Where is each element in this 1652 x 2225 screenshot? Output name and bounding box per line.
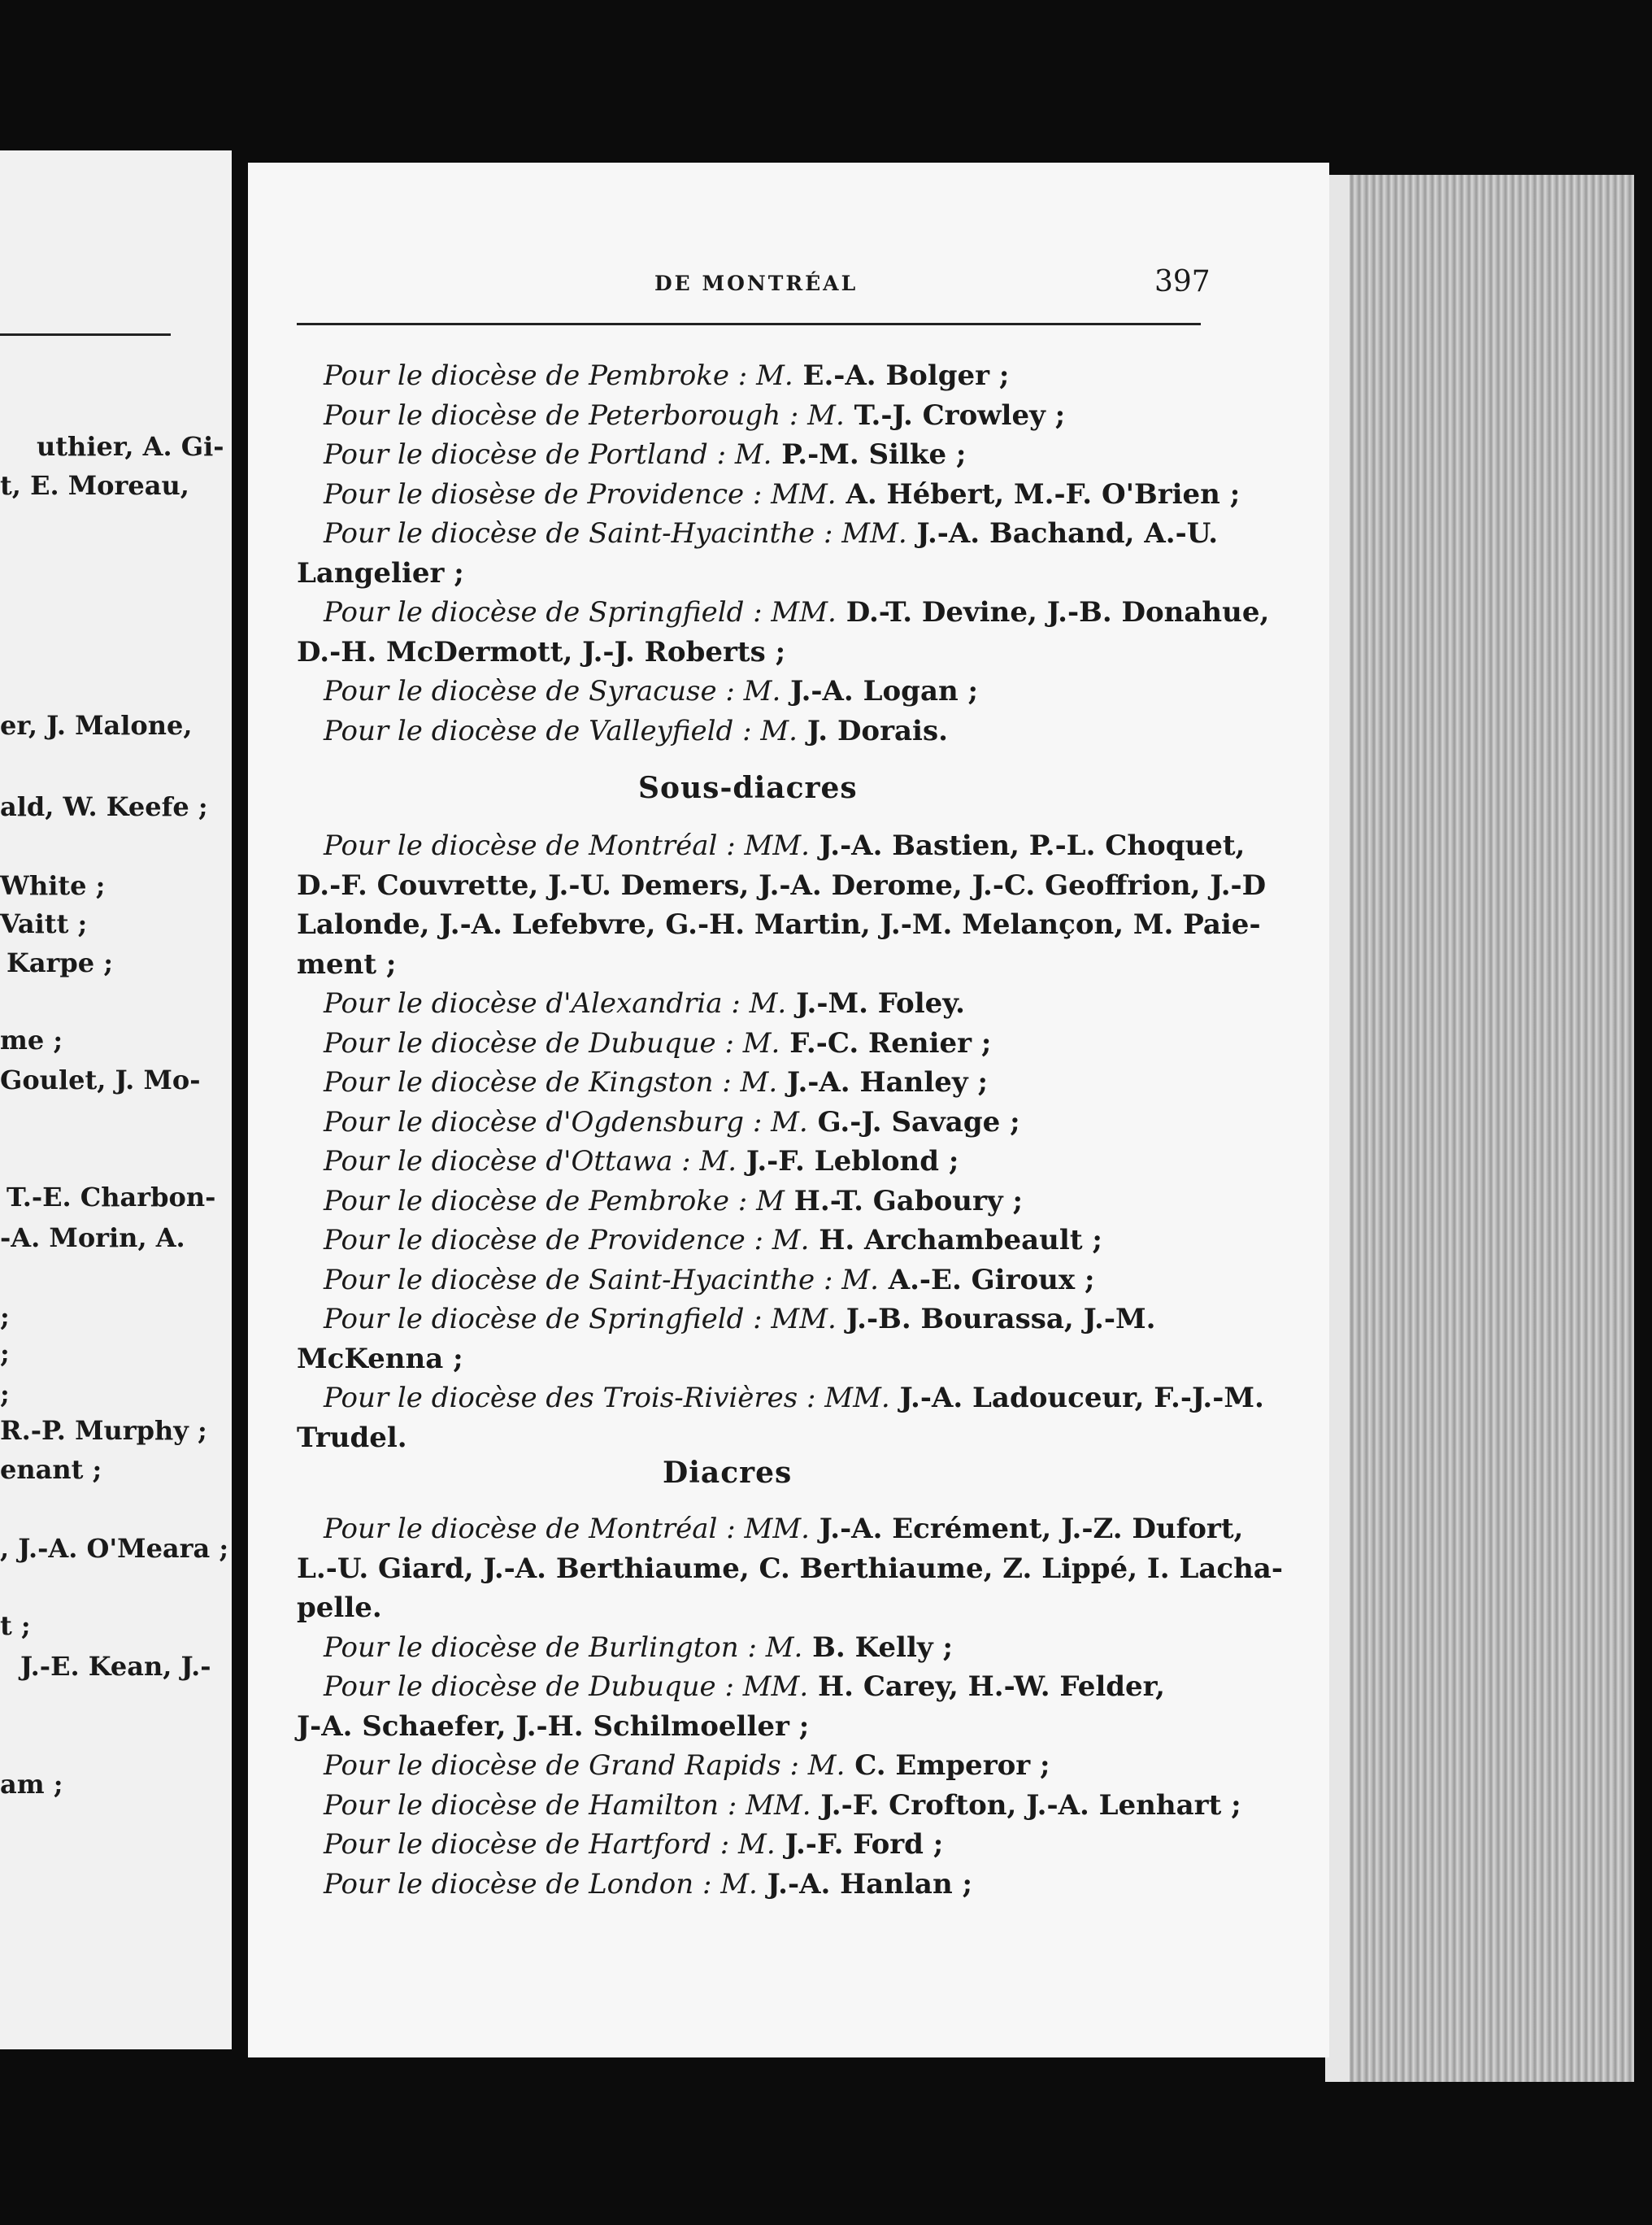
text-line bbox=[324, 1026, 992, 1060]
left-fragment: J.-E. Kean, J.- bbox=[20, 1651, 211, 1682]
diocese-label: Pour le diocèse de Peterborough : M. bbox=[324, 398, 845, 432]
left-page-rule bbox=[0, 333, 171, 336]
ordinand-names: H.-T. Gaboury ; bbox=[784, 1184, 1024, 1217]
text-line bbox=[324, 1263, 1095, 1296]
left-fragment: t ; bbox=[0, 1610, 31, 1641]
diocese-label: Pour le diocèse de Valleyfield : M. bbox=[324, 714, 798, 747]
diocese-label: Pour le diocèse de Springfield : MM. bbox=[324, 596, 837, 629]
ordinand-names: J-A. Schaefer, J.-H. Schilmoeller ; bbox=[297, 1709, 810, 1743]
ordinand-names: E.-A. Bolger ; bbox=[793, 359, 1010, 392]
left-fragment: enant ; bbox=[0, 1454, 102, 1485]
book-page-edges bbox=[1325, 175, 1634, 2082]
ordinand-names: J.-F. Crofton, J.-A. Lenhart ; bbox=[811, 1788, 1241, 1822]
ordinand-names: J.-A. Hanlan ; bbox=[757, 1867, 973, 1901]
diocese-label: Pour le diocèse de Saint-Hyacinthe : MM. bbox=[324, 517, 907, 550]
ordinand-names: B. Kelly ; bbox=[802, 1631, 954, 1664]
diocese-label: Pour le diocèse de London : M. bbox=[324, 1867, 758, 1901]
left-fragment: , J.-A. O'Meara ; bbox=[0, 1533, 229, 1564]
text-line bbox=[324, 596, 1270, 629]
ordinand-names: C. Emperor ; bbox=[845, 1749, 1050, 1782]
ordinand-names: H. Carey, H.-W. Felder, bbox=[808, 1670, 1165, 1703]
section-heading-sous-diacres: Sous-diacres bbox=[638, 771, 858, 805]
ordinand-names: T.-J. Crowley ; bbox=[844, 398, 1066, 432]
text-line bbox=[324, 987, 965, 1020]
text-line bbox=[324, 1515, 1243, 1543]
ordinand-names: F.-C. Renier ; bbox=[780, 1026, 992, 1060]
ordinand-names: L.-U. Giard, J.-A. Berthiaume, C. Berthiaume, Z. Lippé, I. Lacha- bbox=[297, 1552, 1283, 1585]
text-line bbox=[324, 438, 967, 471]
left-fragment: er, J. Malone, bbox=[0, 710, 193, 741]
text-line bbox=[324, 1226, 1102, 1254]
left-fragment: R.-P. Murphy ; bbox=[0, 1415, 207, 1446]
ordinand-names: J.-A. Bastien, P.-L. Choquet, bbox=[809, 829, 1246, 862]
ordinand-names: D.-F. Couvrette, J.-U. Demers, J.-A. Derome, J.-C. Geoffrion, J.-D bbox=[297, 869, 1267, 902]
main-page bbox=[248, 163, 1329, 2057]
left-fragment: Goulet, J. Mo- bbox=[0, 1065, 201, 1095]
ordinand-names: J.-A. Ecrément, J.-Z. Dufort, bbox=[809, 1513, 1244, 1545]
diocese-label: Pour le diocèse de Burlington : M. bbox=[324, 1631, 803, 1664]
ordinand-names: A. Hébert, M.-F. O'Brien ; bbox=[836, 477, 1241, 511]
left-fragment: Vaitt ; bbox=[0, 908, 88, 939]
diocese-label: Pour le diocèse de Springfield : MM. bbox=[324, 1303, 837, 1335]
text-line bbox=[324, 675, 979, 708]
text-line bbox=[297, 1421, 407, 1454]
diocese-label: Pour le diocèse de Syracuse : M. bbox=[324, 675, 781, 708]
left-fragment: uthier, A. Gi- bbox=[37, 431, 224, 462]
text-line bbox=[297, 908, 1261, 941]
diocese-label: Pour le diocèse d'Alexandria : M. bbox=[324, 987, 787, 1020]
ordinand-names: Langelier ; bbox=[297, 556, 464, 590]
ordinand-names: H. Archambeault ; bbox=[809, 1224, 1102, 1256]
ordinand-names: J.-A. Bachand, A.-U. bbox=[906, 517, 1219, 550]
text-line bbox=[324, 359, 1010, 392]
text-line bbox=[297, 556, 464, 590]
text-line bbox=[324, 1828, 944, 1861]
diocese-label: Pour le diocèse de Kingston : M. bbox=[324, 1066, 778, 1099]
ordinand-names: J.-F. Leblond ; bbox=[737, 1145, 959, 1178]
text-line bbox=[324, 1670, 1165, 1703]
left-fragment: ; bbox=[0, 1338, 10, 1369]
diocese-label: Pour le diocèse des Trois-Rivières : MM. bbox=[324, 1382, 890, 1414]
diocese-label: Pour le diosèse de Providence : MM. bbox=[324, 477, 837, 511]
diocese-label: Pour le diocèse de Hartford : M. bbox=[324, 1828, 776, 1861]
ordinand-names: G.-J. Savage ; bbox=[807, 1105, 1020, 1139]
ordinand-names: A.-E. Giroux ; bbox=[878, 1263, 1095, 1296]
ordinand-names: J.-A. Logan ; bbox=[780, 675, 979, 708]
diocese-label: Pour le diocèse de Montréal : MM. bbox=[324, 1513, 810, 1545]
ordinand-names: J.-M. Foley. bbox=[786, 987, 965, 1020]
text-line bbox=[324, 1145, 959, 1178]
ordinand-names: J.-F. Ford ; bbox=[775, 1828, 944, 1861]
ordinand-names: ment ; bbox=[297, 947, 397, 981]
header-rule bbox=[297, 323, 1201, 325]
text-line bbox=[324, 714, 948, 747]
text-line bbox=[324, 1384, 1264, 1412]
text-line bbox=[324, 517, 1219, 550]
diocese-label: Pour le diocèse de Grand Rapids : M. bbox=[324, 1749, 846, 1782]
text-line bbox=[297, 869, 1267, 902]
ordinand-names: J.-A. Ladouceur, F.-J.-M. bbox=[889, 1382, 1264, 1414]
diocese-label: Pour le diocèse de Montréal : MM. bbox=[324, 829, 810, 862]
diocese-label: Pour le diocèse de Saint-Hyacinthe : M. bbox=[324, 1263, 879, 1296]
text-line bbox=[324, 477, 1241, 511]
ordinand-names: McKenna ; bbox=[297, 1342, 463, 1375]
left-fragment: t, E. Moreau, bbox=[0, 470, 189, 501]
diocese-label: Pour le diocèse de Dubuque : MM. bbox=[324, 1670, 809, 1703]
left-fragment: me ; bbox=[0, 1025, 63, 1056]
text-line bbox=[297, 1552, 1283, 1585]
diocese-label: Pour le diocèse d'Ogdensburg : M. bbox=[324, 1105, 808, 1139]
page-number: 397 bbox=[1154, 265, 1211, 298]
ordinand-names: Trudel. bbox=[297, 1421, 407, 1454]
left-fragment: am ; bbox=[0, 1769, 63, 1800]
diocese-label: Pour le diocèse de Providence : M. bbox=[324, 1224, 810, 1256]
diocese-label: Pour le diocèse de Pembroke : M bbox=[324, 1184, 785, 1217]
ordinand-names: Lalonde, J.-A. Lefebvre, G.-H. Martin, J.-M. Melançon, M. Paie- bbox=[297, 908, 1261, 941]
ordinand-names: J. Dorais. bbox=[797, 714, 948, 747]
ordinand-names: J.-B. Bourassa, J.-M. bbox=[836, 1303, 1156, 1335]
text-line bbox=[324, 1305, 1155, 1333]
ordinand-names: pelle. bbox=[297, 1591, 382, 1624]
left-fragment: ; bbox=[0, 1378, 10, 1409]
text-line bbox=[297, 947, 397, 981]
text-line bbox=[324, 1788, 1241, 1822]
diocese-label: Pour le diocèse de Dubuque : M. bbox=[324, 1026, 780, 1060]
section-heading-diacres: Diacres bbox=[663, 1456, 793, 1490]
diocese-label: Pour le diocèse d'Ottawa : M. bbox=[324, 1145, 737, 1178]
left-fragment: ; bbox=[0, 1301, 10, 1332]
diocese-label: Pour le diocèse de Portland : M. bbox=[324, 438, 772, 471]
running-head: DE MONTRÉAL bbox=[654, 272, 859, 295]
text-line bbox=[297, 1342, 463, 1375]
left-fragment: Karpe ; bbox=[7, 947, 114, 978]
ordinand-names: J.-A. Hanley ; bbox=[777, 1066, 989, 1099]
text-line bbox=[324, 1066, 989, 1099]
text-line bbox=[324, 1184, 1024, 1217]
left-fragment: T.-E. Charbon- bbox=[7, 1182, 216, 1213]
text-line bbox=[324, 1867, 973, 1901]
diocese-label: Pour le diocèse de Hamilton : MM. bbox=[324, 1788, 811, 1822]
text-line bbox=[324, 829, 1246, 862]
left-fragment: White ; bbox=[0, 870, 106, 901]
left-page bbox=[0, 150, 232, 2049]
diocese-label: Pour le diocèse de Pembroke : M. bbox=[324, 359, 793, 392]
text-line bbox=[297, 1591, 382, 1624]
text-line bbox=[324, 1749, 1050, 1782]
text-line bbox=[297, 1709, 810, 1743]
ordinand-names: D.-H. McDermott, J.-J. Roberts ; bbox=[297, 635, 786, 668]
text-line bbox=[324, 1631, 954, 1664]
ordinand-names: P.-M. Silke ; bbox=[772, 438, 967, 471]
left-fragment: -A. Morin, A. bbox=[0, 1222, 185, 1253]
text-line bbox=[297, 635, 786, 668]
text-line bbox=[324, 1105, 1020, 1139]
ordinand-names: D.-T. Devine, J.-B. Donahue, bbox=[836, 596, 1270, 629]
text-line bbox=[324, 398, 1066, 432]
left-fragment: ald, W. Keefe ; bbox=[0, 791, 208, 822]
